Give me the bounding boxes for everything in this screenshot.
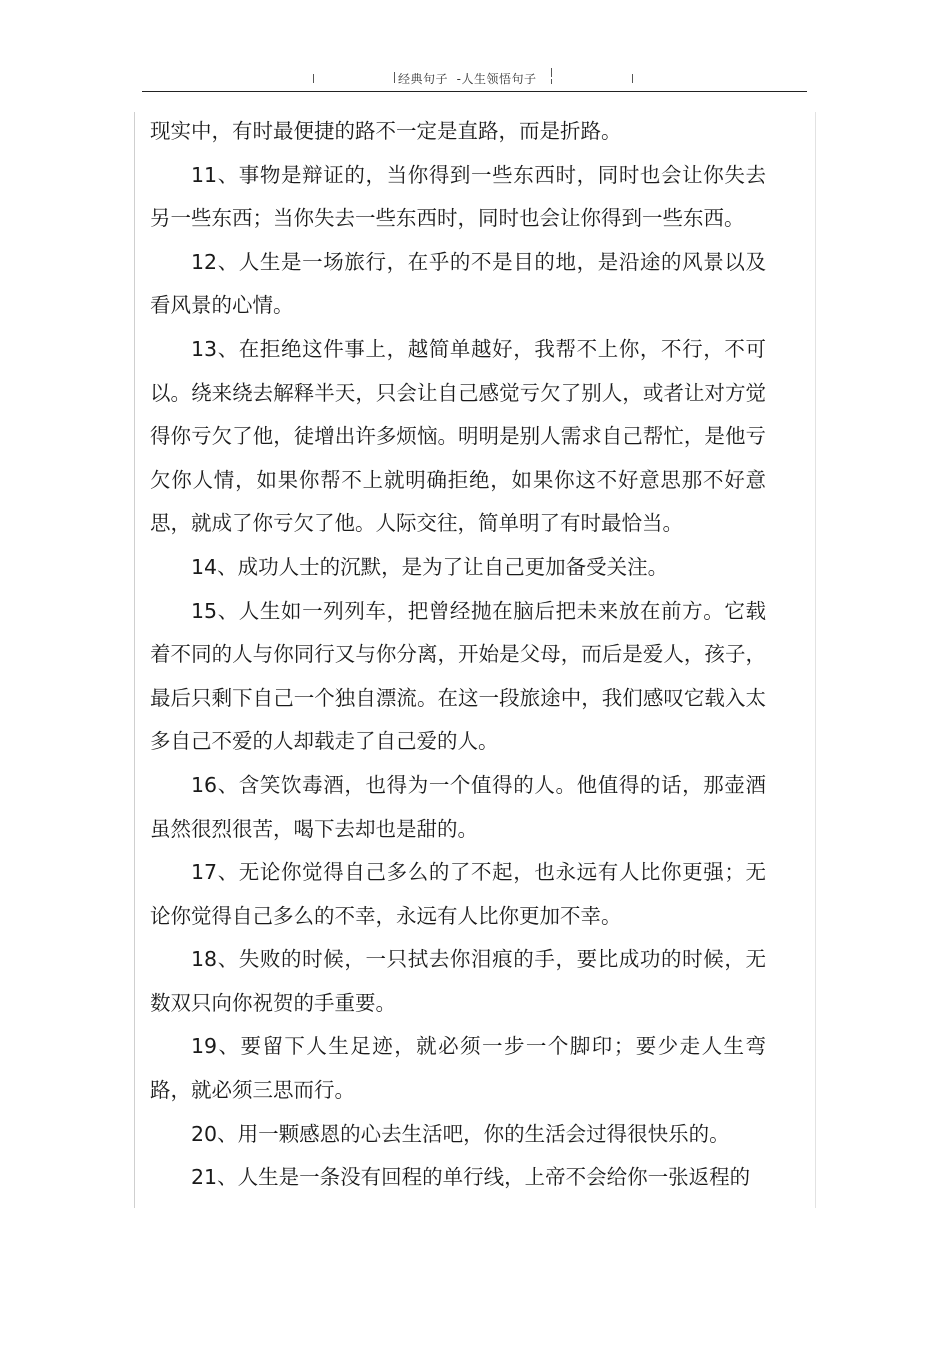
paragraph-12: 12、人生是一场旅行，在乎的不是目的地，是沿途的风景以及看风景的心情。: [150, 249, 766, 318]
header-tick-mark: [394, 72, 395, 83]
header-title: 经典句子 -人生领悟句子: [398, 72, 537, 86]
paragraph-14: 14、成功人士的沉默，是为了让自己更加备受关注。: [191, 554, 669, 579]
right-margin-rule: [815, 112, 816, 1208]
paragraph-21: 21、人生是一条没有回程的单行线，上帝不会给你一张返程的: [191, 1165, 751, 1190]
paragraph-11: 11、事物是辩证的，当你得到一些东西时，同时也会让你失去另一些东西；当你失去一些东西时，同时也会让你得到一些东西。: [150, 162, 766, 231]
paragraph-15: 15、人生如一列列车，把曾经抛在脑后把未来放在前方。它载着不同的人与你同行又与你分离，开始是父母，而后是爱人，孩子，最后只剩下自己一个独自漂流。在这一段旅途中，我们感叹它载入太多自己不爱的人却载走了自己爱的人。: [150, 598, 766, 754]
header-tick-mark: [551, 79, 552, 84]
header-tick-mark: [551, 68, 552, 77]
header-tick-mark: [632, 74, 633, 83]
header-rule: [142, 91, 807, 92]
paragraph-continued: 现实中，有时最便捷的路不一定是直路，而是折路。: [150, 119, 622, 143]
paragraph-19: 19、要留下人生足迹，就必须一步一个脚印；要少走人生弯路，就必须三思而行。: [150, 1034, 766, 1103]
page-header: [0, 66, 950, 90]
paragraph-13: 13、在拒绝这件事上，越简单越好，我帮不上你，不行，不可以。绕来绕去解释半天，只会让自己感觉亏欠了别人，或者让对方觉得你亏欠了他，徒增出许多烦恼。明明是别人需求自己帮忙，是他亏欠你人情，如果你帮不上就明确拒绝，如果你这不好意思那不好意思，就成了你亏欠了他。人际交往，简单明了有时最恰当。: [150, 336, 766, 536]
paragraph-16: 16、含笑饮毒酒，也得为一个值得的人。他值得的话，那壶酒虽然很烈很苦，喝下去却也是甜的。: [150, 772, 766, 841]
paragraph-20: 20、用一颗感恩的心去生活吧，你的生活会过得很快乐的。: [191, 1121, 730, 1146]
document-body: [150, 110, 766, 1200]
paragraph-17: 17、无论你觉得自己多么的了不起，也永远有人比你更强；无论你觉得自己多么的不幸，永远有人比你更加不幸。: [150, 860, 766, 928]
left-margin-rule: [134, 112, 135, 1208]
paragraph-18: 18、失败的时候，一只拭去你泪痕的手，要比成功的时候，无数双只向你祝贺的手重要。: [150, 947, 766, 1015]
header-tick-mark: [313, 74, 314, 83]
